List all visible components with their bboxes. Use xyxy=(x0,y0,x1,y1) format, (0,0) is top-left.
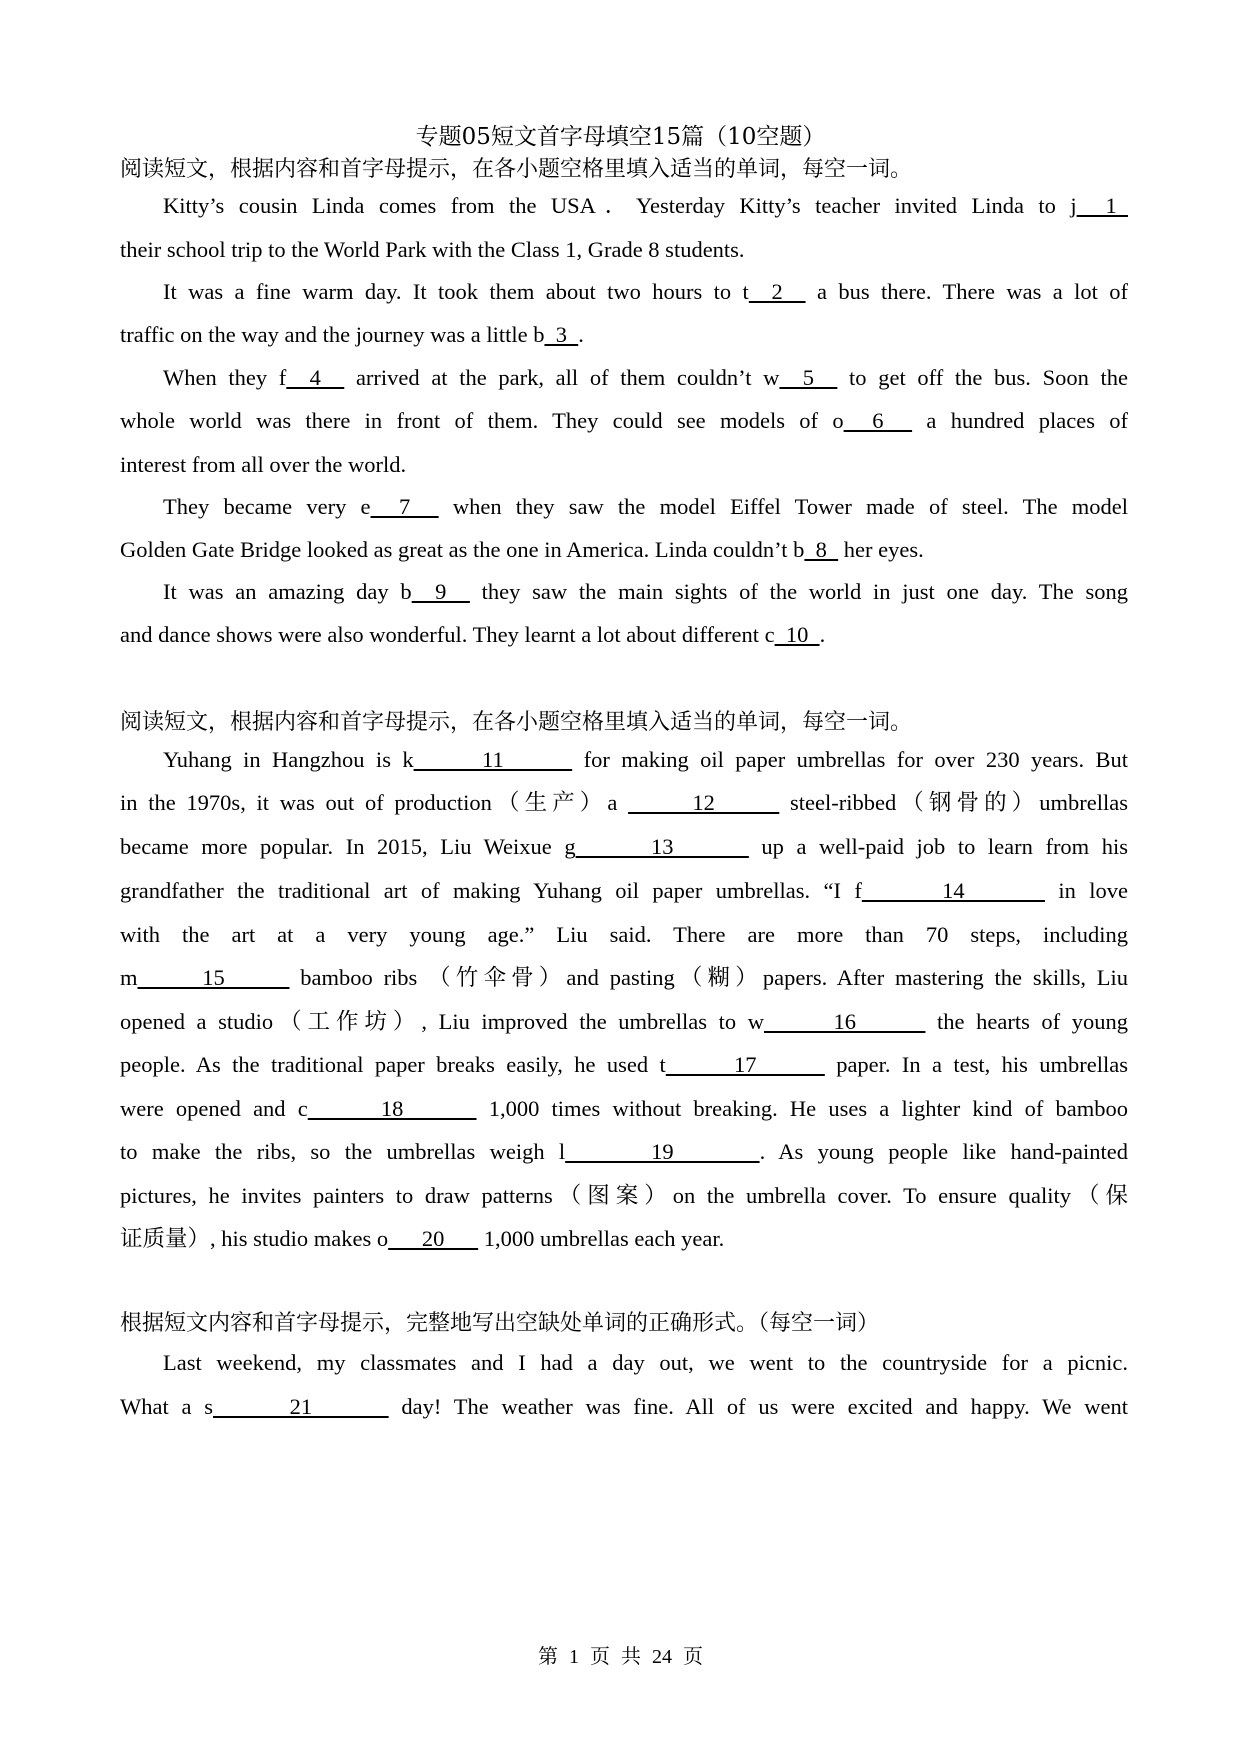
text-line: pictures, he invites painters to draw patterns（图案）on the umbrella cover. To ensure quality（保 xyxy=(120,1183,1128,1208)
instruction-passage-2: 阅读短文，根据内容和首字母提示，在各小题空格里填入适当的单词，每空一词。 xyxy=(120,710,913,735)
answer-blank-6: 6 xyxy=(843,408,913,433)
answer-blank-16: 16 xyxy=(763,1009,926,1034)
text-line: people. As the traditional paper breaks easily, he used t 17 paper. In a test, his umbrellas xyxy=(120,1052,1129,1077)
answer-blank-3: 3 xyxy=(544,322,579,347)
text-line: Yuhang in Hangzhou is k 11 for making oil paper umbrellas for over 230 years. But xyxy=(163,747,1128,772)
text-line: to make the ribs, so the umbrellas weigh l 19 . As young people like hand-painted xyxy=(120,1139,1129,1164)
text-line: traffic on the way and the journey was a little b 3 . xyxy=(120,322,584,347)
answer-blank-21: 21 xyxy=(213,1394,389,1419)
page-number: 第 1 页 共 24 页 xyxy=(538,1646,703,1668)
answer-blank-19: 19 xyxy=(565,1139,760,1164)
text-line: with the art at a very young age.” Liu said. There are more than 70 steps, including xyxy=(120,922,1128,947)
text-line: grandfather the traditional art of making Yuhang oil paper umbrellas. “I f 14 in love xyxy=(120,878,1128,903)
answer-blank-14: 14 xyxy=(861,878,1045,903)
text-line: their school trip to the World Park with the Class 1, Grade 8 students. xyxy=(120,237,745,262)
answer-blank-13: 13 xyxy=(575,834,749,859)
text-line: were opened and c 18 1,000 times without breaking. He uses a lighter kind of bamboo xyxy=(120,1096,1128,1121)
answer-blank-4: 4 xyxy=(286,365,345,390)
answer-blank-18: 18 xyxy=(307,1096,477,1121)
text-line: became more popular. In 2015, Liu Weixue g 13 up a well-paid job to learn from his xyxy=(120,834,1129,859)
instruction-passage-3: 根据短文内容和首字母提示，完整地写出空缺处单词的正确形式。（每空一词） xyxy=(120,1311,880,1336)
text-line: They became very e 7 when they saw the model Eiffel Tower made of steel. The model xyxy=(163,494,1129,519)
text-line: opened a studio（工作坊）, Liu improved the umbrellas to w 16 the hearts of young xyxy=(120,1009,1128,1034)
answer-blank-8: 8 xyxy=(804,537,839,562)
answer-blank-17: 17 xyxy=(665,1052,825,1077)
answer-blank-20: 20 xyxy=(388,1226,479,1251)
answer-blank-1: 1 xyxy=(1076,193,1128,218)
text-line: When they f 4 arrived at the park, all of them couldn’t w 5 to get off the bus. Soon the xyxy=(163,365,1129,390)
answer-blank-7: 7 xyxy=(370,494,439,519)
text-line: in the 1970s, it was out of production（生产）a 12 steel-ribbed（钢骨的）umbrellas xyxy=(120,790,1129,815)
text-line: 证质量）, his studio makes o 20 1,000 umbrellas each year. xyxy=(120,1226,725,1251)
text-line: whole world was there in front of them. They could see models of o 6 a hundred places of xyxy=(120,408,1129,433)
answer-blank-2: 2 xyxy=(748,279,806,304)
text-line: Golden Gate Bridge looked as great as the one in America. Linda couldn’t b 8 her eyes. xyxy=(120,537,924,562)
page-title: 专题05短文首字母填空15篇（10空题） xyxy=(415,124,826,150)
text-line: It was an amazing day b 9 they saw the main sights of the world in just one day. The song xyxy=(163,579,1129,604)
answer-blank-12: 12 xyxy=(628,790,780,815)
text-line: It was a fine warm day. It took them about two hours to t 2 a bus there. There was a lot of xyxy=(163,279,1128,304)
text-line: m 15 bamboo ribs （竹伞骨）and pasting（糊）papers. After mastering the skills, Liu xyxy=(120,965,1128,990)
answer-blank-5: 5 xyxy=(779,365,838,390)
text-line: interest from all over the world. xyxy=(120,452,407,477)
text-line: Kitty’s cousin Linda comes from the USA．Yesterday Kitty’s teacher invited Linda to j 1 xyxy=(163,193,1128,218)
answer-blank-15: 15 xyxy=(137,965,290,990)
answer-blank-9: 9 xyxy=(411,579,470,604)
text-line: Last weekend, my classmates and I had a day out, we went to the countryside for a picnic. xyxy=(163,1350,1128,1375)
text-line: and dance shows were also wonderful. They learnt a lot about different c 10 . xyxy=(120,622,826,647)
answer-blank-11: 11 xyxy=(413,747,573,772)
answer-blank-10: 10 xyxy=(774,622,820,647)
text-line: What a s 21 day! The weather was fine. All of us were excited and happy. We went xyxy=(120,1394,1129,1419)
instruction-passage-1: 阅读短文，根据内容和首字母提示，在各小题空格里填入适当的单词，每空一词。 xyxy=(120,157,913,182)
